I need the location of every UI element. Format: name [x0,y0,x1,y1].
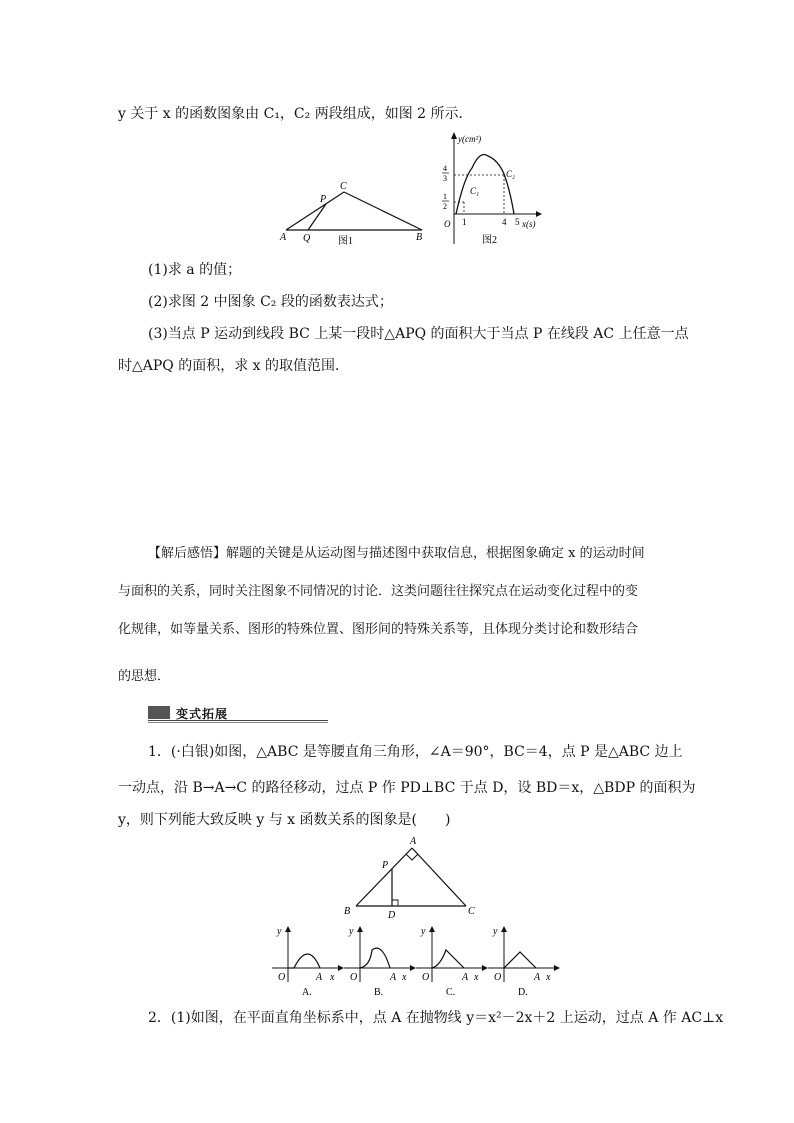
banner-label: 变式拓展 [176,707,229,721]
label-d: D [388,910,396,920]
label-q: Q [303,233,311,244]
curve-c1-c2 [456,155,514,215]
svg-text:3: 3 [443,174,447,183]
svg-text:y: y [349,926,354,937]
option-c-graph[interactable] [412,922,492,998]
svg-text:x: x [546,972,551,983]
svg-text:A: A [462,972,469,983]
question-2: (2)求图 2 中图象 C₂ 段的函数表达式； [148,294,393,310]
svg-text:O: O [494,972,502,983]
question-1: (1)求 a 的值； [148,262,242,278]
figure-2-graph [438,128,548,250]
segment-qp [308,204,326,230]
label-c: C [340,181,347,192]
svg-text:5: 5 [515,217,520,227]
option-label: C. [446,987,456,998]
label-b: B [416,232,423,243]
problem-1-line-2: 一动点，沿 B→A→C 的路径移动，过点 P 作 PD⊥BC 于点 D，设 BD＝x，△BDP 的面积为 [118,780,696,796]
problem-intro-line: y 关于 x 的函数图象由 C₁，C₂ 两段组成，如图 2 所示． [118,106,473,122]
figure-1-triangle [274,176,434,248]
label-p: P [382,860,389,871]
label-p: P [320,194,327,205]
problem-1-line-3: y，则下列能大致反映 y 与 x 函数关系的图象是( ) [118,812,451,828]
variant-extension-banner [148,706,328,722]
x-axis-label: x(s) [522,219,536,229]
insight-line-1: 【解后感悟】解题的关键是从运动图与描述图中获取信息，根据图象确定 x 的运动时间 [148,546,645,561]
label-c1: C₁ [470,186,480,196]
svg-text:2: 2 [443,202,447,211]
label-b: B [344,906,351,917]
option-d-graph[interactable] [484,922,564,998]
origin-label: O [444,219,451,229]
svg-text:O: O [278,972,286,983]
svg-text:y: y [277,926,282,937]
svg-text:A: A [316,972,323,983]
label-a: A [410,836,417,847]
banner-block-icon [148,706,170,719]
label-c: C [468,906,475,917]
insight-line-4: 的思想． [118,669,171,684]
option-label: B. [374,987,384,998]
question-3-line-1: (3)当点 P 运动到线段 BC 上某一段时△APQ 的面积大于当点 P 在线段 AC 上任意一点 [148,326,689,342]
svg-text:O: O [422,972,430,983]
option-b-graph[interactable] [340,922,420,998]
label-c2: C₂ [506,169,516,179]
svg-text:O: O [350,972,358,983]
label-a: A [280,232,287,243]
option-a-graph[interactable] [268,922,348,998]
svg-text:y: y [493,926,498,937]
problem-2-line-1: 2．(1)如图，在平面直角坐标系中，点 A 在抛物线 y＝x²－2x＋2 上运动，过点 A 作 AC⊥x [148,1010,724,1026]
svg-text:1: 1 [462,217,467,227]
option-label: A. [302,987,312,998]
insight-line-2: 与面积的关系，同时关注图象不同情况的讨论．这类问题往往探究点在运动变化过程中的变 [118,584,639,599]
figure-2-caption: 图2 [482,235,497,246]
question-3-line-2: 时△APQ 的面积，求 x 的取值范围． [118,358,350,374]
svg-text:A: A [390,972,397,983]
option-label: D. [518,987,528,998]
problem-1-line-1: 1．(·白银)如图，△ABC 是等腰直角三角形，∠A＝90°，BC＝4，点 P 是△ABC 边上 [148,744,683,760]
segment-ac [286,192,344,230]
segment-cb [344,192,422,230]
figure-3-right-triangle [340,832,490,920]
svg-text:A: A [534,972,541,983]
insight-line-3: 化规律，如等量关系、图形的特殊位置、图形间的特殊关系等，且体现分类讨论和数形结合 [118,622,639,637]
svg-text:1: 1 [443,192,447,201]
svg-text:x: x [330,972,335,983]
figure-1-caption: 图1 [338,236,353,247]
svg-text:y: y [421,926,426,937]
y-axis-label: y(cm²) [458,134,482,144]
svg-text:x: x [402,972,407,983]
svg-text:x: x [474,972,479,983]
svg-text:4: 4 [502,217,507,227]
svg-text:4: 4 [443,164,447,173]
